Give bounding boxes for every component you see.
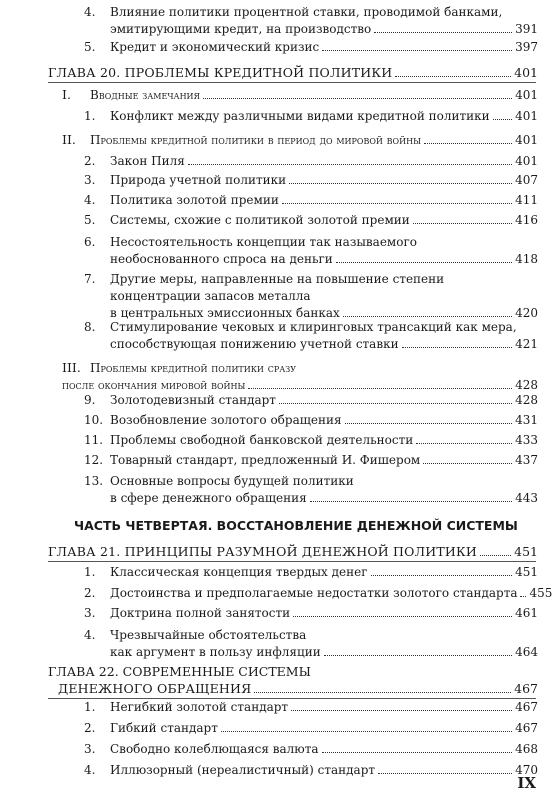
dot-leader <box>413 222 512 224</box>
toc-entry-title: Конфликт между различными видами кредитной политики <box>110 109 490 123</box>
toc-entry-title: Товарный стандарт, предложенный И. Фишером <box>110 453 421 467</box>
dot-leader <box>291 709 512 711</box>
dot-leader <box>371 574 513 576</box>
toc-page-number: 401 <box>515 154 538 168</box>
toc-page-number: 451 <box>515 565 538 579</box>
dot-leader <box>424 142 512 144</box>
toc-page-number: 428 <box>515 378 538 392</box>
dot-leader <box>203 97 512 99</box>
toc-page-number: 464 <box>515 645 538 659</box>
toc-entry-number: 13. <box>84 474 104 488</box>
dot-leader <box>378 772 512 774</box>
dot-leader <box>493 118 512 120</box>
toc-page-number: 467 <box>515 700 538 714</box>
dot-leader <box>322 751 513 753</box>
toc-entry-title: Достоинства и предполагаемые недостатки золотого стандарта <box>110 586 518 600</box>
toc-page-number: 467 <box>515 721 538 735</box>
toc-entry-number: 4. <box>84 628 96 642</box>
toc-entry-number: 2. <box>84 154 96 168</box>
toc-page-number: 470 <box>515 763 538 777</box>
dot-leader <box>395 75 511 77</box>
toc-entry-number: 12. <box>84 453 104 467</box>
toc-page-number: 418 <box>515 252 538 266</box>
toc-entry-title: как аргумент в пользу инфляции <box>110 645 321 659</box>
toc-entry-number: 3. <box>84 742 96 756</box>
toc-entry-number: III. <box>62 360 81 375</box>
toc-entry-number: 3. <box>84 173 96 187</box>
toc-entry-title-line: концентрации запасов металла <box>110 289 311 303</box>
part-heading: ЧАСТЬ ЧЕТВЕРТАЯ. ВОССТАНОВЛЕНИЕ ДЕНЕЖНОЙ СИСТЕМЫ <box>74 518 518 533</box>
dot-leader <box>289 182 512 184</box>
toc-page-number: 455 <box>529 586 552 600</box>
dot-leader <box>310 500 512 502</box>
toc-entry-title: Золотодевизный стандарт <box>110 393 276 407</box>
toc-entry-title: Свободно колеблющаяся валюта <box>110 742 319 756</box>
dot-leader <box>336 261 512 263</box>
toc-page-number: 401 <box>515 109 538 123</box>
toc-entry-number: 11. <box>84 433 104 447</box>
toc-entry-number: 5. <box>84 213 96 227</box>
toc-entry-number: 2. <box>84 586 96 600</box>
toc-entry-title: эмитирующими кредит, на производство <box>110 22 372 36</box>
toc-page-number: 401 <box>515 88 538 102</box>
toc-page-number: 407 <box>515 173 538 187</box>
dot-leader <box>221 730 512 732</box>
toc-page-number: 397 <box>515 40 538 54</box>
toc-entry-title: Вводные замечания <box>90 88 200 102</box>
dot-leader <box>324 654 512 656</box>
toc-entry-number: 4. <box>84 193 96 207</box>
toc-entry-number: 1. <box>84 565 96 579</box>
toc-entry-title-line: Другие меры, направленные на повышение степени <box>110 272 445 286</box>
toc-entry-number: 4. <box>84 5 96 19</box>
toc-entry-number: 1. <box>84 109 96 123</box>
toc-entry-title: Негибкий золотой стандарт <box>110 700 289 714</box>
toc-entry-title: Гибкий стандарт <box>110 721 218 735</box>
toc-entry-title: после окончания мировой войны <box>62 378 246 392</box>
toc-entry-title: Закон Пиля <box>110 154 185 168</box>
chapter-rule <box>48 561 536 562</box>
toc-entry-title: способствующая понижению учетной ставки <box>110 337 399 351</box>
dot-leader <box>282 202 512 204</box>
dot-leader <box>343 315 512 317</box>
toc-page-number: 468 <box>515 742 538 756</box>
dot-leader <box>416 442 512 444</box>
toc-page-number: 428 <box>515 393 538 407</box>
toc-page-number: 431 <box>515 413 538 427</box>
toc-page-number: 416 <box>515 213 538 227</box>
toc-page-number: 443 <box>515 491 538 505</box>
toc-entry-number: 6. <box>84 235 96 249</box>
toc-entry-title: ГЛАВА 20. ПРОБЛЕМЫ КРЕДИТНОЙ ПОЛИТИКИ <box>48 65 393 80</box>
toc-entry-title: Возобновление золотого обращения <box>110 413 342 427</box>
toc-page-number: 401 <box>515 133 538 147</box>
toc-page-number: 451 <box>514 544 538 559</box>
toc-entry-number: II. <box>62 132 76 147</box>
dot-leader <box>293 615 512 617</box>
toc-entry-number: 7. <box>84 272 96 286</box>
toc-entry-title-line: Стимулирование чековых и клиринговых трансакций как мера, <box>110 320 517 334</box>
toc-entry-number: 10. <box>84 413 104 427</box>
toc-entry-title: Классическая концепция твердых денег <box>110 565 368 579</box>
toc-entry-title: Природа учетной политики <box>110 173 287 187</box>
dot-leader <box>254 691 511 693</box>
toc-page-number: 421 <box>515 337 538 351</box>
toc-entry-title: Проблемы свободной банковской деятельности <box>110 433 414 447</box>
toc-entry-number: 8. <box>84 320 96 334</box>
dot-leader <box>345 422 513 424</box>
toc-entry-number: I. <box>62 87 71 102</box>
toc-entry-title: Системы, схожие с политикой золотой премии <box>110 213 410 227</box>
toc-page-number: 433 <box>515 433 538 447</box>
dot-leader <box>520 595 526 597</box>
chapter-rule <box>48 698 536 699</box>
toc-entry-title: в сфере денежного обращения <box>110 491 307 505</box>
toc-entry-title-line: Проблемы кредитной политики сразу <box>90 361 297 375</box>
toc-page-number: 467 <box>514 681 538 696</box>
toc-entry-number: 3. <box>84 606 96 620</box>
toc-entry-title: ГЛАВА 21. ПРИНЦИПЫ РАЗУМНОЙ ДЕНЕЖНОЙ ПОЛИТИКИ <box>48 544 477 559</box>
toc-page-number: 437 <box>515 453 538 467</box>
toc-entry-number: 5. <box>84 40 96 54</box>
toc-entry-title: Кредит и экономический кризис <box>110 40 320 54</box>
toc-page-number: 461 <box>515 606 538 620</box>
dot-leader <box>480 554 511 556</box>
toc-entry-number: 2. <box>84 721 96 735</box>
toc-entry-number: 4. <box>84 763 96 777</box>
toc-entry-title: в центральных эмиссионных банках <box>110 306 340 320</box>
toc-page-number: 391 <box>515 22 538 36</box>
toc-entry-title: Политика золотой премии <box>110 193 279 207</box>
toc-entry-title: Проблемы кредитной политики в период до мировой войны <box>90 133 421 147</box>
dot-leader <box>248 387 512 389</box>
toc-entry-title-line: Чрезвычайные обстоятельства <box>110 628 307 642</box>
toc-page-number: 420 <box>515 306 538 320</box>
toc-entry-title-line: Влияние политики процентной ставки, проводимой банками, <box>110 5 503 19</box>
toc-entry-title: Доктрина полной занятости <box>110 606 291 620</box>
toc-entry-number: 1. <box>84 700 96 714</box>
toc-entry-title: необоснованного спроса на деньги <box>110 252 333 266</box>
page-number-folio: IX <box>517 774 536 792</box>
toc-entry-title: Иллюзорный (нереалистичный) стандарт <box>110 763 376 777</box>
toc-entry-number: 9. <box>84 393 96 407</box>
toc-entry-title-line: Несостоятельность концепции так называемого <box>110 235 417 249</box>
dot-leader <box>423 462 512 464</box>
dot-leader <box>402 346 513 348</box>
dot-leader <box>188 163 512 165</box>
dot-leader <box>279 402 512 404</box>
chapter-rule <box>48 82 536 83</box>
toc-page-number: 411 <box>515 193 538 207</box>
toc-entry-title-line: ГЛАВА 22. СОВРЕМЕННЫЕ СИСТЕМЫ <box>48 664 311 679</box>
dot-leader <box>374 31 512 33</box>
toc-entry-title-line: Основные вопросы будущей политики <box>110 474 354 488</box>
toc-entry-title: ДЕНЕЖНОГО ОБРАЩЕНИЯ <box>58 681 252 696</box>
dot-leader <box>322 49 512 51</box>
toc-page-number: 401 <box>514 65 538 80</box>
